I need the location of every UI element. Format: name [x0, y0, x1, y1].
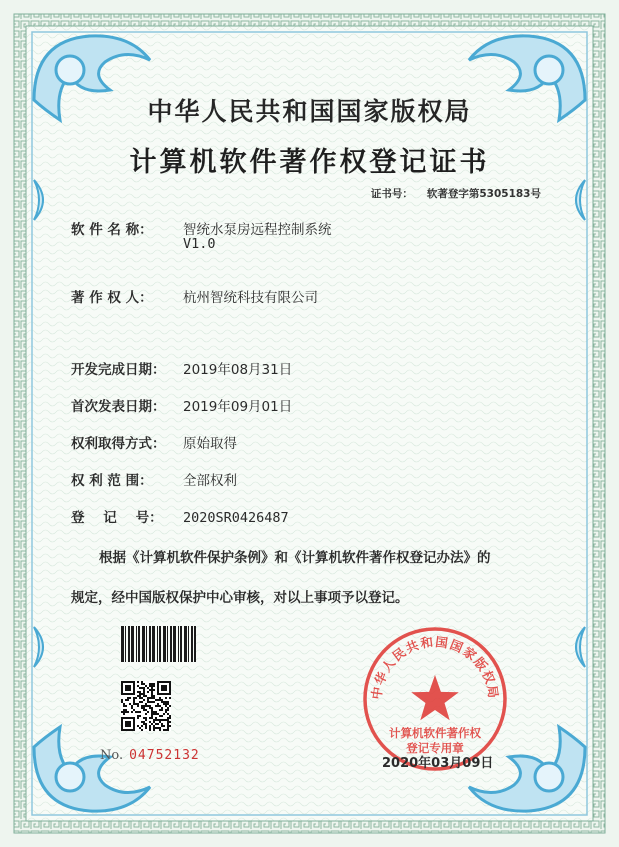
copyright-owner-value: 杭州智统科技有限公司	[183, 290, 318, 306]
serial-number-value: 04752132	[129, 748, 200, 763]
completion-date-label: 开发完成日期：	[71, 362, 166, 378]
publish-date-value: 2019年09月01日	[183, 399, 293, 415]
registration-number-label: 登 记 号：	[71, 510, 163, 526]
publish-date-row	[71, 395, 292, 415]
software-name-label: 软 件 名 称：	[71, 222, 153, 238]
qr-code	[121, 681, 171, 731]
copyright-owner-row	[71, 286, 318, 306]
certificate-number-value: 软著登字第5305183号	[426, 188, 541, 200]
seal-inner-line2: 登记专用章	[406, 741, 464, 755]
registration-number-value: 2020SR0426487	[183, 510, 289, 526]
seal-arc-text: 中华人民共和国国家版权局	[368, 634, 502, 701]
publish-date-label: 首次发表日期：	[71, 399, 166, 415]
serial-number	[100, 748, 200, 763]
software-version: V1.0	[183, 236, 216, 252]
completion-date-row	[71, 358, 292, 378]
acquisition-method-value: 原始取得	[183, 436, 237, 452]
copyright-owner-label: 著 作 权 人：	[71, 290, 153, 306]
legal-statement-line2: 规定，经中国版权保护中心审核，对以上事项予以登记。	[71, 590, 409, 606]
barcode	[120, 625, 196, 663]
completion-date-value: 2019年08月31日	[183, 362, 293, 378]
issue-date: 2020年03月09日	[382, 756, 494, 771]
rights-scope-value: 全部权利	[183, 473, 237, 489]
acquisition-method-label: 权利取得方式：	[71, 436, 166, 452]
registration-number-row	[71, 506, 289, 526]
certificate-number-label: 证书号：	[370, 188, 413, 200]
seal-inner-line1: 计算机软件著作权	[389, 726, 481, 740]
software-name-row	[71, 218, 332, 238]
legal-statement	[71, 538, 571, 618]
serial-number-label: No.	[100, 748, 124, 763]
issuing-authority-title: 中华人民共和国国家版权局	[147, 97, 472, 126]
rights-scope-label: 权 利 范 围：	[71, 473, 153, 489]
certificate-title: 计算机软件著作权登记证书	[129, 147, 490, 178]
legal-statement-line1: 根据《计算机软件保护条例》和《计算机软件著作权登记办法》的	[99, 550, 491, 566]
star-icon	[411, 675, 459, 720]
software-name-value: 智统水泵房远程控制系统	[183, 222, 332, 238]
certificate-number	[371, 186, 541, 201]
official-seal	[361, 625, 509, 773]
rights-scope-row	[71, 469, 237, 489]
acquisition-method-row	[71, 432, 237, 452]
